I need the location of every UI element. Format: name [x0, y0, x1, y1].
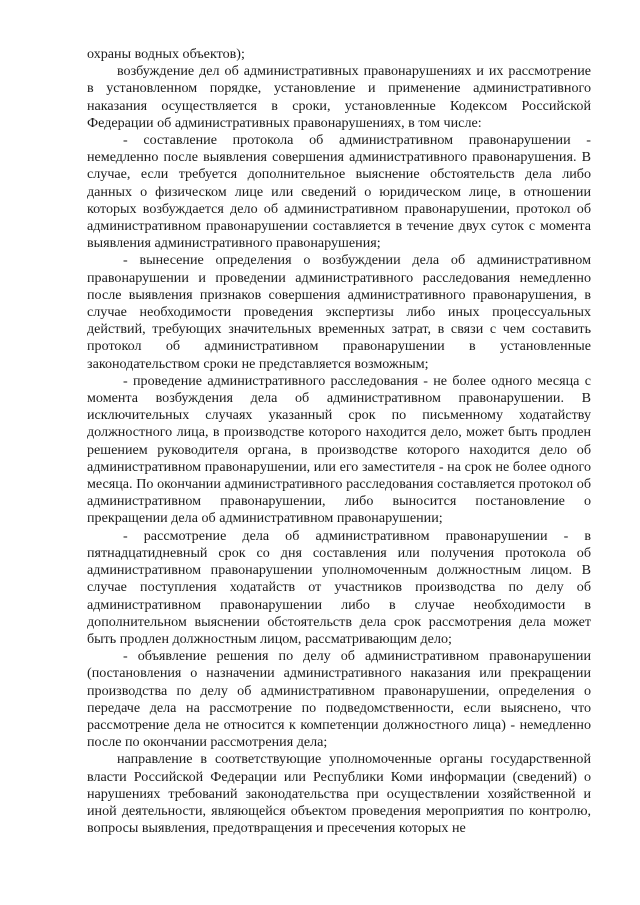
paragraph-case-initiation: возбуждение дел об административных правонарушениях и их рассмотрение в установленном порядке, установление и применение административного наказания осуществляется в сроки, установленные Кодексом Российской Федерации об административных правонарушениях, в том числе:: [87, 63, 591, 131]
paragraph-decision-announcement: - объявление решения по делу об административном правонарушении (постановления о назначении административного наказания или прекращении производства по делу об административном правонарушении, определения о передаче дела на рассмотрение по подведомственности, если выяснено, что рассмотрение дела не относится к компетенции должностного лица) - немедленно после по окончании рассмотрения дела;: [87, 648, 591, 751]
paragraph-ruling-issuance: - вынесение определения о возбуждении дела об административном правонарушении и проведении административного расследования немедленно после выявления признаков совершения административного правонарушения, в случае необходимости проведения экспертизы либо иных процессуальных действий, требующих значительных временных затрат, в связи с чем составить протокол об административном правонарушении в установленные законодательством сроки не представляется возможным;: [87, 252, 591, 372]
paragraph-protocol-drafting: - составление протокола об административном правонарушении - немедленно после выявления совершения административного правонарушения. В случае, если требуется дополнительное выяснение обстоятельств дела либо данных о физическом лице или сведений о юридическом лице, в отношении которых возбуждается дело об административном правонарушении, протокол об административном правонарушении составляется в течение двух суток с момента выявления административного правонарушения;: [87, 132, 591, 252]
paragraph-information-referral: направление в соответствующие уполномоченные органы государственной власти Российской Федерации или Республики Коми информации (сведений) о нарушениях требований законодательства при осуществлении хозяйственной и иной деятельности, являющейся объектом проведения мероприятия по контролю, вопросы выявления, предотвращения и пресечения которых не: [87, 751, 591, 837]
paragraph-case-review: - рассмотрение дела об административном правонарушении - в пятнадцатидневный срок со дня составления или получения протокола об административном правонарушении уполномоченным должностным лицом. В случае поступления ходатайств от участников производства по делу об административном правонарушении либо в случае необходимости в дополнительном выяснении обстоятельств дела срок рассмотрения дела может быть продлен должностным лицом, рассматривающим дело;: [87, 527, 591, 647]
document-body: [87, 46, 591, 837]
paragraph-continuation: охраны водных объектов);: [87, 46, 245, 62]
paragraph-investigation: - проведение административного расследования - не более одного месяца с момента возбуждения дела об административном правонарушении. В исключительных случаях указанный срок по письменному ходатайству должностного лица, в производстве которого находится дело, может быть продлен решением руководителя органа, в производстве которого находится дело об административном правонарушении, или его заместителя - на срок не более одного месяца. По окончании административного расследования составляется протокол об административном правонарушении, либо выносится постановление о прекращении дела об административном правонарушении;: [87, 372, 591, 527]
